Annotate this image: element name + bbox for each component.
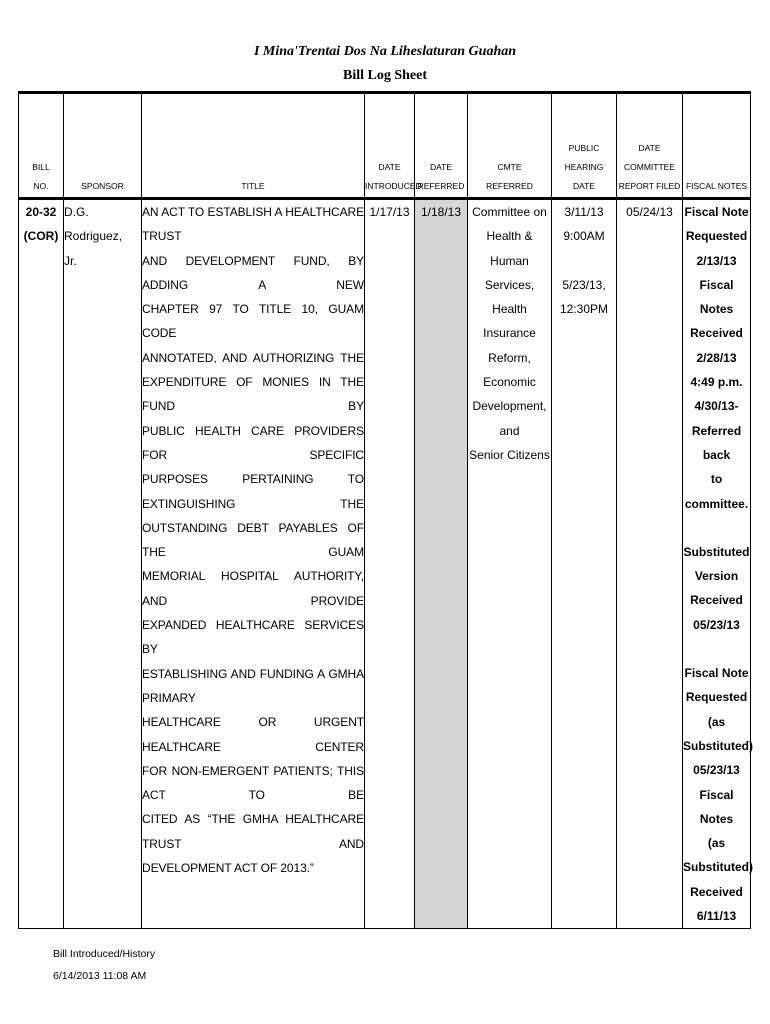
cell-public-hearing: 3/11/13 9:00AM 5/23/13, 12:30PM	[552, 199, 617, 929]
header-fiscal-notes: FISCAL NOTES	[683, 93, 751, 199]
header-cmte-referred: CMTE REFERRED	[468, 93, 552, 199]
table-header-row	[19, 93, 751, 199]
header-date-introduced: DATE INTRODUCED	[365, 93, 415, 199]
cell-cmte-referred: Committee on Health & Human Services, Health Insurance Reform, Economic Development, and Senior Citizens	[468, 199, 552, 929]
cell-fiscal-notes: Fiscal Note Requested 2/13/13 Fiscal Notes Received 2/28/13 4:49 p.m. 4/30/13- Referred back to committee. Substituted Version Received 05/23/13 Fiscal Note Requested (as Substituted) 05/23/13 Fiscal Notes (as Substituted) Received 6/11/13	[683, 199, 751, 929]
footer-history-label: Bill Introduced/History	[53, 948, 156, 960]
cell-date-referred: 1/18/13	[415, 199, 468, 929]
sheet-title: Bill Log Sheet	[342, 68, 427, 83]
table-row	[19, 199, 751, 929]
bill-log-table	[18, 91, 751, 929]
cell-committee-report: 05/24/13	[617, 199, 683, 929]
cell-title: AN ACT TO ESTABLISH A HEALTHCARE TRUST AND DEVELOPMENT FUND, BY ADDING A NEW CHAPTER 97 TO TITLE 10, GUAM CODE ANNOTATED, AND AUTHORIZING THE EXPENDITURE OF MONIES IN THE FUND BY PUBLIC HEALTH CARE PROVIDERS FOR SPECIFIC PURPOSES PERTAINING TO EXTINGUISHING THE OUTSTANDING DEBT PAYABLES OF THE GUAM MEMORIAL HOSPITAL AUTHORITY, AND PROVIDE EXPANDED HEALTHCARE SERVICES BY ESTABLISHING AND FUNDING A GMHA PRIMARY HEALTHCARE OR URGENT HEALTHCARE CENTER FOR NON-EMERGENT PATIENTS; THIS ACT TO BE CITED AS “THE GMHA HEALTHCARE TRUST AND DEVELOPMENT ACT OF 2013.”	[142, 199, 365, 929]
header-title: TITLE	[142, 93, 365, 199]
cell-sponsor: D.G. Rodriguez, Jr.	[64, 199, 142, 929]
footer-timestamp: 6/14/2013 11:08 AM	[53, 970, 147, 982]
header-committee-report: DATE COMMITTEE REPORT FILED	[617, 93, 683, 199]
cell-date-introduced: 1/17/13	[365, 199, 415, 929]
header-bill-no: BILL NO.	[19, 93, 64, 199]
cell-bill-no: 20-32 (COR)	[19, 199, 64, 929]
header-public-hearing: PUBLIC HEARING DATE	[552, 93, 617, 199]
header-sponsor: SPONSOR	[64, 93, 142, 199]
header-date-referred: DATE REFERRED	[415, 93, 468, 199]
legislature-title: I Mina'Trentai Dos Na Liheslaturan Guahan	[253, 44, 517, 59]
